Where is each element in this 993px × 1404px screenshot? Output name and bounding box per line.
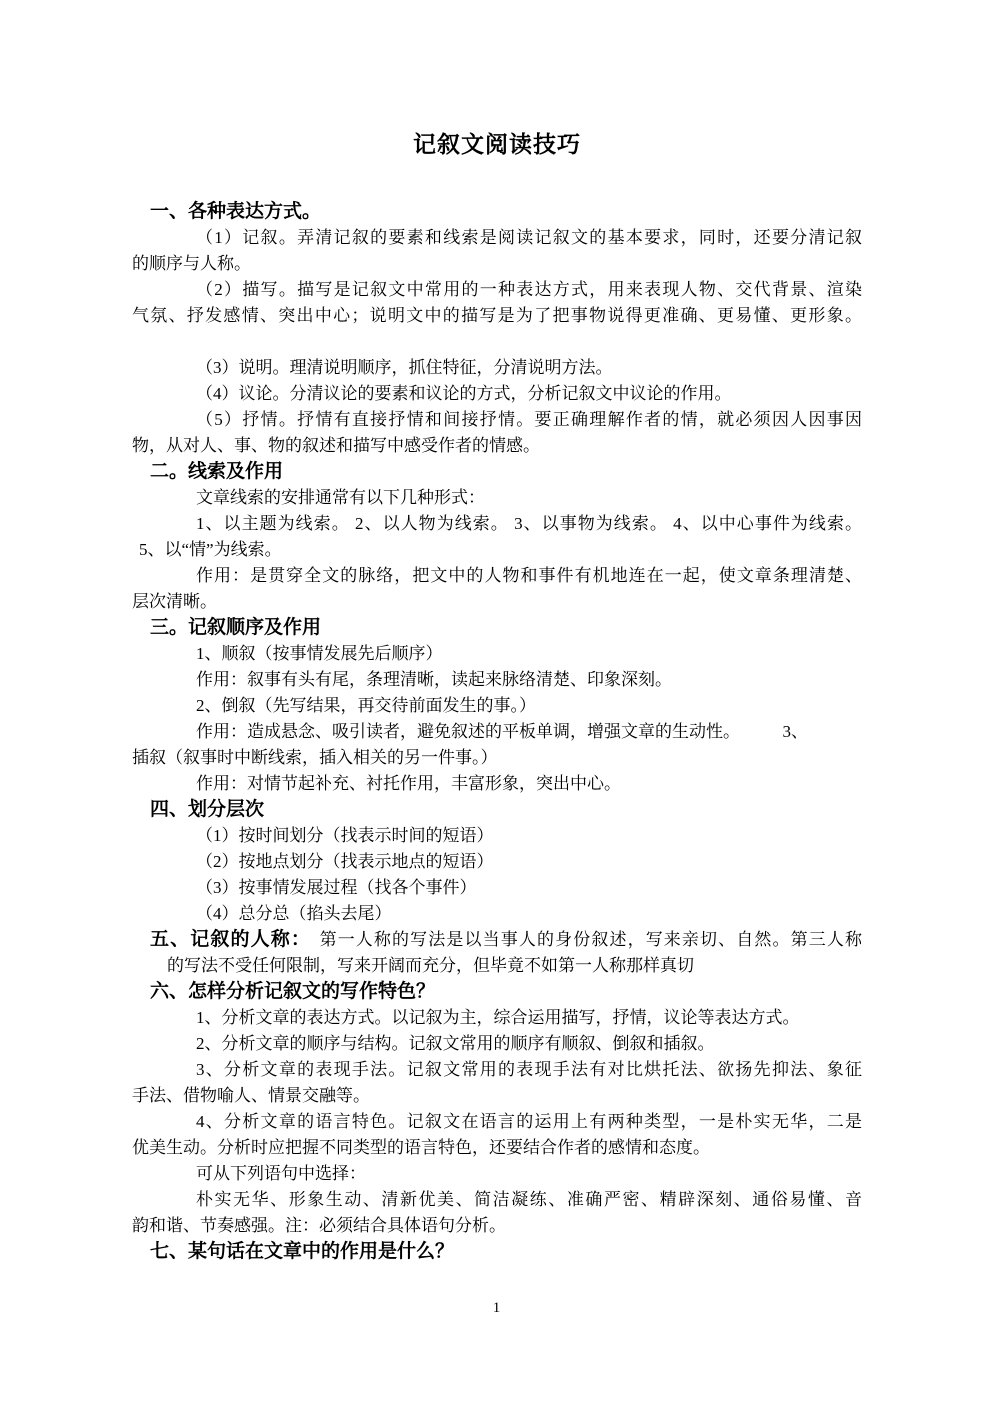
body-text: （1）按时间划分（找表示时间的短语）: [196, 826, 494, 845]
text-line: [132, 277, 862, 303]
heading-text: 七、某句话在文章中的作用是什么？: [150, 1241, 455, 1262]
heading-text: 一、各种表达方式。: [150, 201, 322, 222]
text-line: [132, 797, 862, 823]
body-text: 1、以主题为线索。 2、以人物为线索。 3、以事物为线索。 4、以中心事件为线索。: [196, 514, 862, 533]
body-text: （3）按事情发展过程（找各个事件）: [196, 878, 477, 897]
body-text: 3、分析文章的表现手法。记叙文常用的表现手法有对比烘托法、欲扬先抑法、象征: [196, 1060, 862, 1079]
body-text: （4）总分总（掐头去尾）: [196, 904, 392, 923]
body-text: 可从下列语句中选择：: [196, 1164, 366, 1183]
body-text: 插叙（叙事时中断线索，插入相关的另一件事。）: [132, 748, 498, 767]
body-text: 作用：叙事有头有尾，条理清晰，读起来脉络清楚、印象深刻。: [196, 670, 672, 689]
body-text: （2）描写。描写是记叙文中常用的一种表达方式，用来表现人物、交代背景、渲染: [196, 280, 862, 299]
body-text: 优美生动。分析时应把握不同类型的语言特色，还要结合作者的感情和态度。: [132, 1138, 710, 1157]
text-line: [132, 355, 862, 381]
text-line: [132, 381, 862, 407]
text-line: [132, 875, 862, 901]
body-text: 作用：造成悬念、吸引读者，避免叙述的平板单调，增强文章的生动性。 3、: [196, 722, 808, 741]
text-line: [132, 251, 862, 277]
body-text: 的写法不受任何限制，写来开阔而充分，但毕竟不如第一人称那样真切: [167, 956, 694, 975]
text-line: [132, 1187, 862, 1213]
body-text: （5）抒情。抒情有直接抒情和间接抒情。要正确理解作者的情，就必须因人因事因: [196, 410, 862, 429]
body-text: 文章线索的安排通常有以下几种形式：: [196, 488, 485, 507]
text-line: [132, 745, 862, 771]
text-line: [132, 1031, 862, 1057]
body-text: 第一人称的写法是以当事人的身份叙述，写来亲切、自然。第三人称: [301, 930, 862, 949]
body-text: （3）说明。理清说明顺序，抓住特征，分清说明方法。: [196, 358, 613, 377]
text-line: [132, 979, 862, 1005]
body-text: 作用：是贯穿全文的脉络，把文中的人物和事件有机地连在一起，使文章条理清楚、: [196, 566, 862, 585]
text-line: [132, 459, 862, 485]
body-text: 气氛、抒发感情、突出中心；说明文中的描写是为了把事物说得更准确、更易懂、更形象。: [132, 306, 862, 325]
text-line: [132, 485, 862, 511]
heading-text: 线索及作用: [188, 461, 284, 482]
body-text: 5、以“情”为线索。: [139, 540, 282, 559]
heading-text: 四、划分层次: [150, 799, 265, 820]
text-line: [132, 1083, 862, 1109]
document-body: [132, 199, 862, 1265]
text-line: [132, 407, 862, 433]
text-line: [132, 953, 862, 979]
page-number: 1: [492, 1300, 501, 1316]
body-text: 的顺序与人称。: [132, 254, 251, 273]
text-line: [132, 1005, 862, 1031]
text-line: [132, 1161, 862, 1187]
body-text: （2）按地点划分（找表示地点的短语）: [196, 852, 494, 871]
heading-text: 六、怎样分析记叙文的写作特色？: [150, 981, 436, 1002]
text-line: [132, 563, 862, 589]
text-line: [132, 1109, 862, 1135]
text-line: [132, 537, 862, 563]
text-line: [132, 1213, 862, 1239]
text-line: [132, 303, 862, 329]
body-text: 4、分析文章的语言特色。记叙文在语言的运用上有两种类型，一是朴实无华，二是: [196, 1112, 862, 1131]
body-text: 朴实无华、形象生动、清新优美、简洁凝练、准确严密、精辟深刻、通俗易懂、音: [196, 1190, 862, 1209]
text-line: [132, 199, 862, 225]
body-text: 1、分析文章的表达方式。以记叙为主，综合运用描写，抒情，议论等表达方式。: [196, 1008, 800, 1027]
body-text: 2、分析文章的顺序与结构。记叙文常用的顺序有顺叙、倒叙和插叙。: [196, 1034, 715, 1053]
text-line: [132, 615, 862, 641]
text-line: [132, 589, 862, 615]
page-title: 记叙文阅读技巧: [413, 132, 581, 157]
text-line: [132, 641, 862, 667]
blank-line: [132, 329, 862, 355]
text-line: [132, 667, 862, 693]
text-line: [132, 901, 862, 927]
body-text: 韵和谐、节奏感强。注：必须结合具体语句分析。: [132, 1216, 506, 1235]
body-text: 作用：对情节起补充、衬托作用，丰富形象，突出中心。: [196, 774, 621, 793]
body-text: 1、顺叙（按事情发展先后顺序）: [196, 644, 443, 663]
text-line: [132, 1239, 862, 1265]
heading-text: 二。: [150, 461, 189, 482]
text-line: [132, 225, 862, 251]
text-line: [132, 719, 862, 745]
body-text: 物，从对人、事、物的叙述和描写中感受作者的情感。: [132, 436, 540, 455]
text-line: [132, 1135, 862, 1161]
body-text: 层次清晰。: [132, 592, 217, 611]
body-text: （1）记叙。弄清记叙的要素和线索是阅读记叙文的基本要求，同时，还要分清记叙: [196, 228, 862, 247]
text-line: [132, 927, 862, 953]
text-line: [132, 849, 862, 875]
body-text: 手法、借物喻人、情景交融等。: [132, 1086, 370, 1105]
text-line: [132, 823, 862, 849]
text-line: [132, 433, 862, 459]
text-line: [132, 1057, 862, 1083]
body-text: 2、倒叙（先写结果，再交待前面发生的事。）: [196, 696, 536, 715]
heading-text: 记叙顺序及作用: [188, 617, 322, 638]
body-text: （4）议论。分清议论的要素和议论的方式，分析记叙文中议论的作用。: [196, 384, 732, 403]
heading-text: 五、记叙的人称：: [150, 929, 302, 950]
text-line: [132, 693, 862, 719]
heading-text: 三。: [150, 617, 189, 638]
text-line: [132, 771, 862, 797]
text-line: [132, 511, 862, 537]
